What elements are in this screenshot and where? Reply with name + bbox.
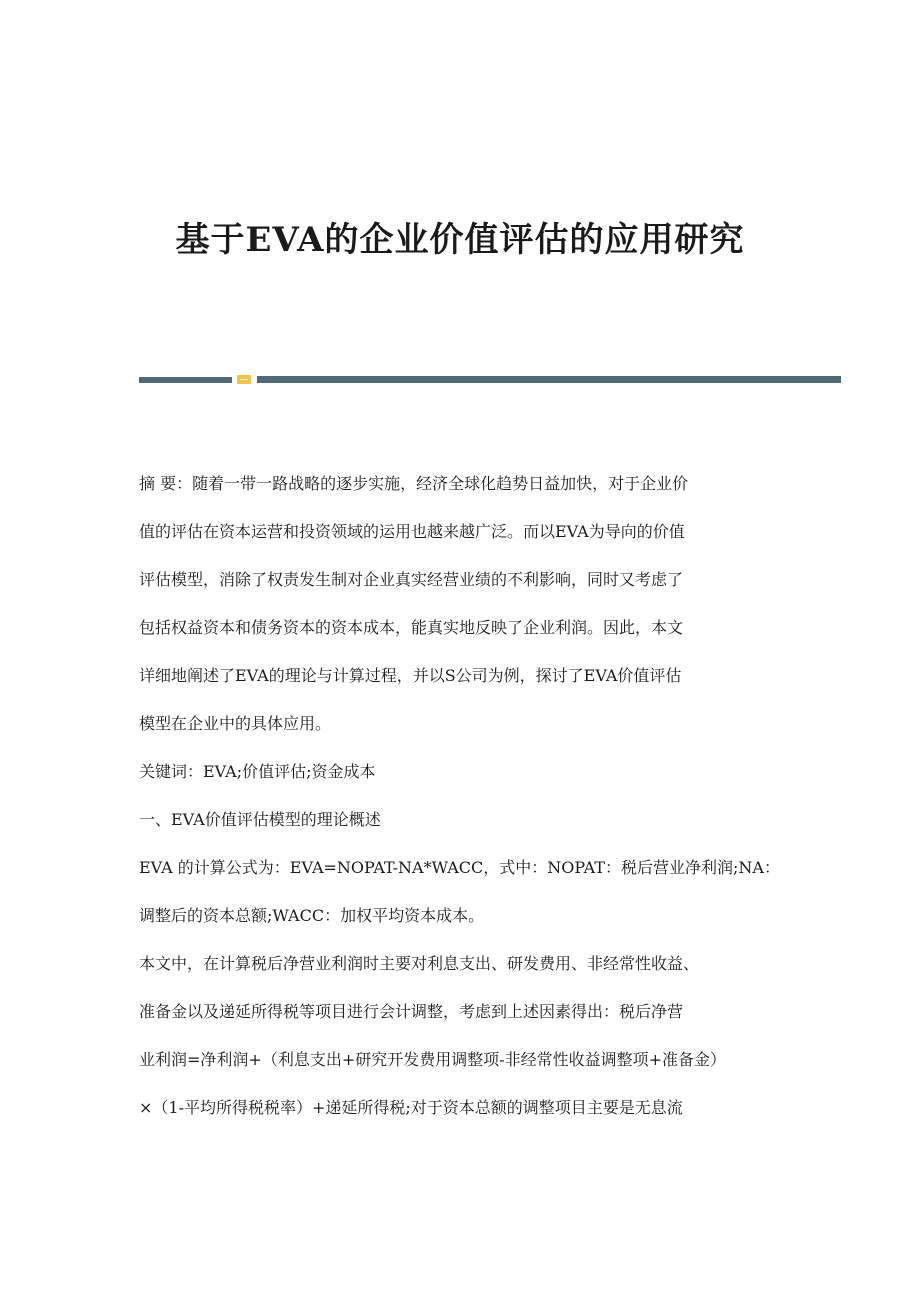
keywords-line: 关键词：EVA;价值评估;资金成本 [139,762,376,781]
abstract-line: 包括权益资本和债务资本的资本成本，能真实地反映了企业利润。因此，本文 [139,618,684,637]
abstract-line: 评估模型，消除了权责发生制对企业真实经营业绩的不利影响，同时又考虑了 [139,570,684,589]
abstract-line: 摘 要：随着一带一路战略的逐步实施，经济全球化趋势日益加快，对于企业价 [139,474,689,493]
abstract-line: 值的评估在资本运营和投资领域的运用也越来越广泛。而以EVA为导向的价值 [139,522,685,541]
body-line: ×（1-平均所得税税率）+递延所得税;对于资本总额的调整项目主要是无息流 [139,1098,683,1117]
abstract-line: 详细地阐述了EVA的理论与计算过程，并以S公司为例，探讨了EVA价值评估 [139,666,682,685]
section-heading [139,806,789,834]
document-title: 基于EVA的企业价值评估的应用研究 [175,220,745,260]
title-divider [139,375,841,384]
divider-left-bar [139,377,232,383]
divider-ornament-icon [237,375,251,384]
formula-line: 调整后的资本总额;WACC：加权平均资本成本。 [139,906,485,925]
formula-line: EVA 的计算公式为：EVA=NOPAT-NA*WACC，式中：NOPAT：税后营业净利润;NA： [139,858,780,877]
divider-right-bar [257,376,841,383]
document-body [139,470,789,1142]
body-line: 准备金以及递延所得税等项目进行会计调整，考虑到上述因素得出：税后净营 [139,1002,684,1021]
abstract-paragraph [139,470,789,738]
body-line: 业利润=净利润+（利息支出+研究开发费用调整项-非经常性收益调整项+准备金） [139,1050,727,1069]
body-paragraph [139,950,789,1122]
section-heading-text: 一、EVA价值评估模型的理论概述 [139,810,381,829]
keywords-paragraph [139,758,789,786]
body-line: 本文中，在计算税后净营业利润时主要对利息支出、研发费用、非经常性收益、 [139,954,700,973]
abstract-line: 模型在企业中的具体应用。 [139,714,332,733]
formula-paragraph [139,854,789,930]
